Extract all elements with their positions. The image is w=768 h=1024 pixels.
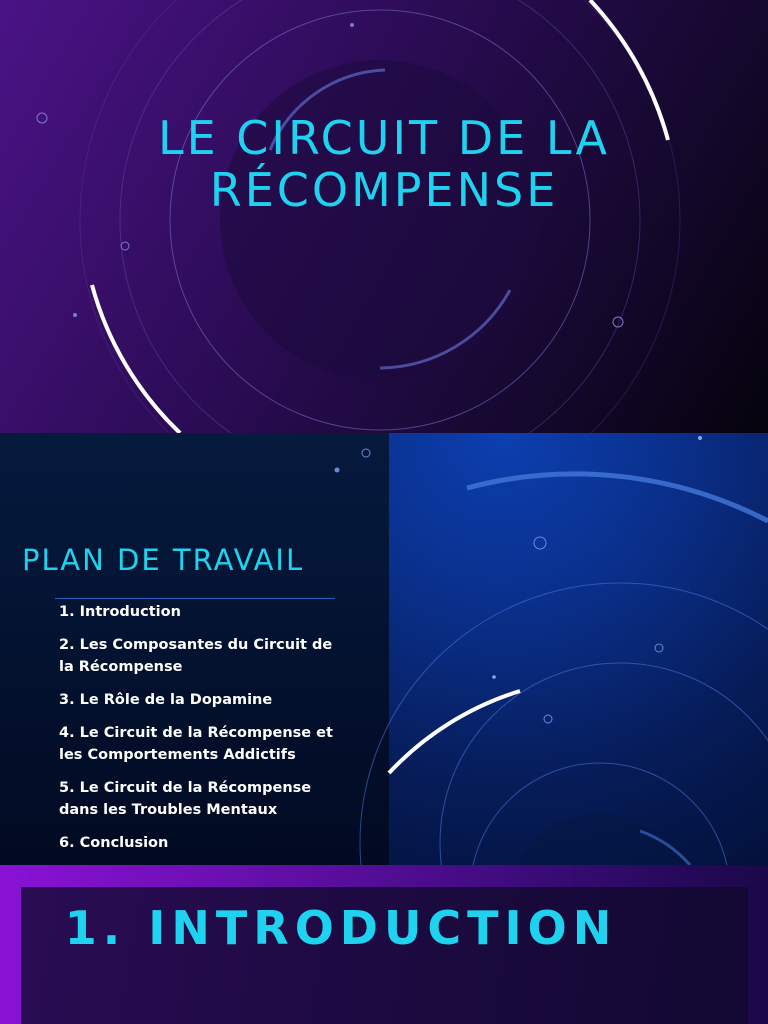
list-item: 3. Le Rôle de la Dopamine xyxy=(59,692,273,708)
title-slide xyxy=(0,0,768,433)
section-slide xyxy=(0,865,768,1024)
list-item: 6. Conclusion xyxy=(59,835,169,851)
title-divider xyxy=(55,598,335,599)
list-item: 5. Le Circuit de la Récompense dans les Troubles Mentaux xyxy=(59,780,312,818)
plan-list xyxy=(59,601,349,865)
list-item: 2. Les Composantes du Circuit de la Récompense xyxy=(59,637,333,675)
presentation-title: LE CIRCUIT DE LA RÉCOMPENSE xyxy=(157,111,610,217)
plan-title: PLAN DE TRAVAIL xyxy=(22,543,305,577)
section-title: 1. INTRODUCTION xyxy=(64,901,618,955)
list-item: 4. Le Circuit de la Récompense et les Comportements Addictifs xyxy=(59,725,333,763)
list-item: 1. Introduction xyxy=(59,604,181,620)
plan-slide xyxy=(0,433,768,865)
